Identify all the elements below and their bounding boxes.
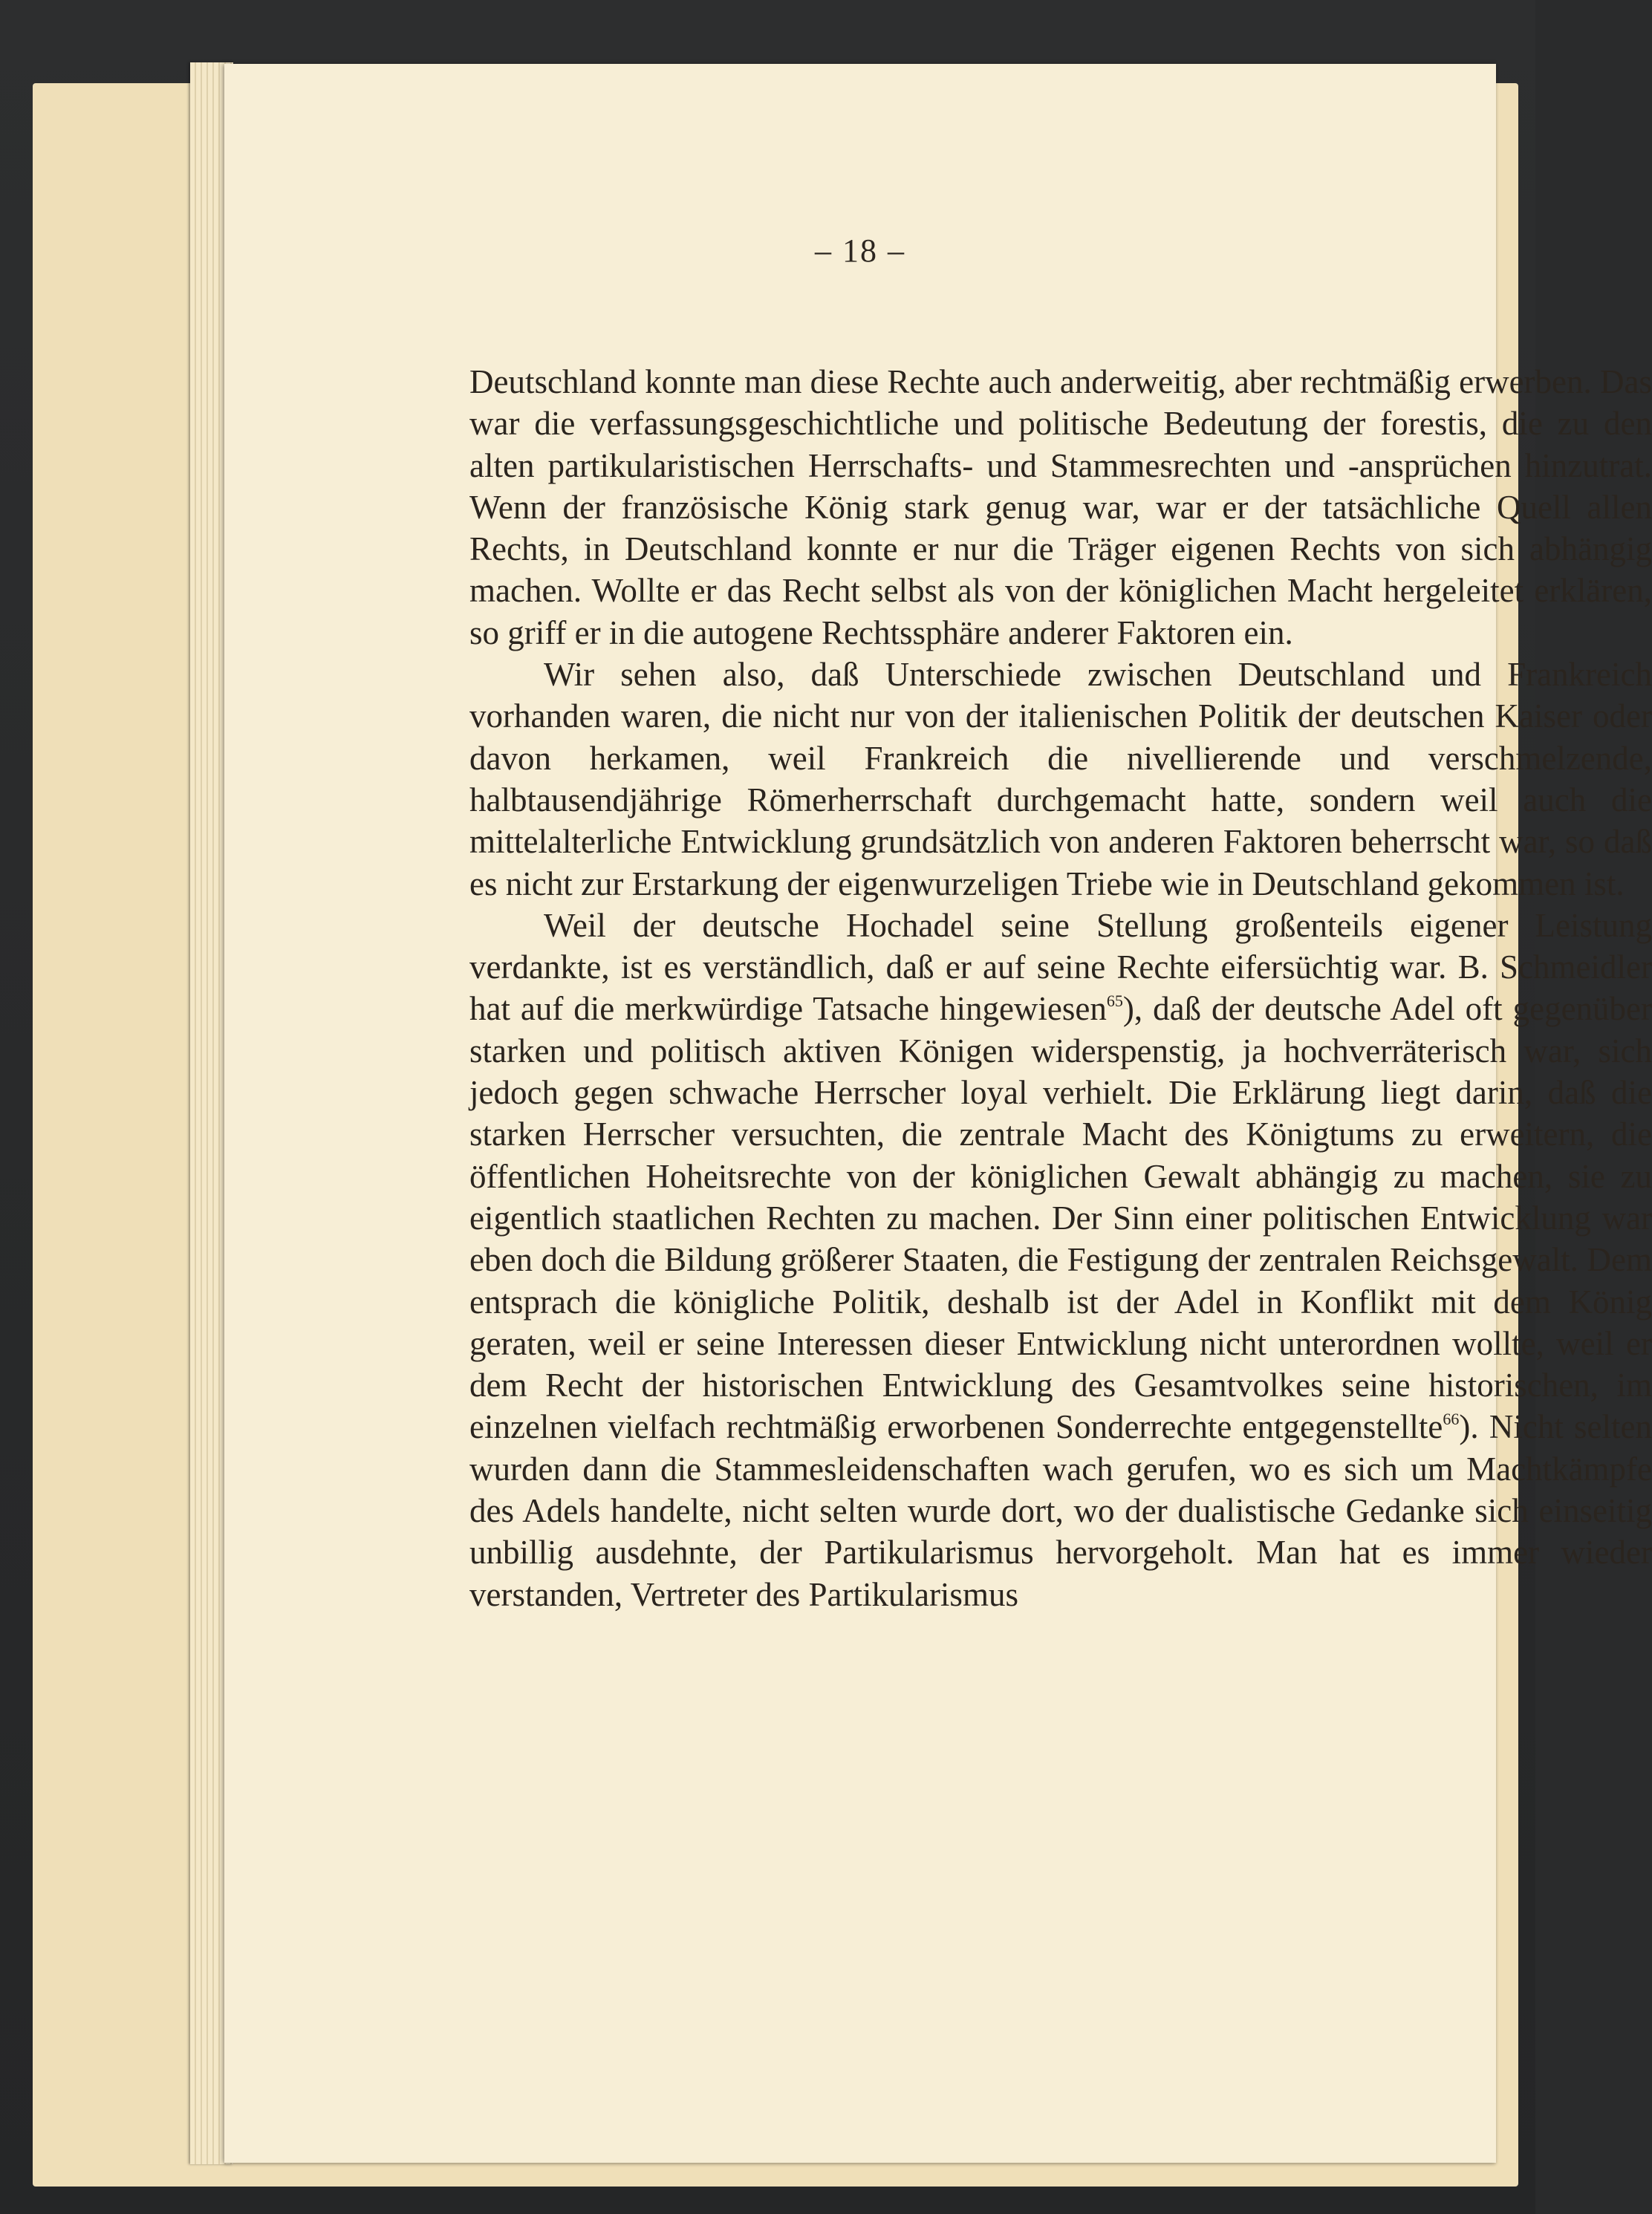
page-number: – 18 – <box>815 232 905 269</box>
paragraph <box>469 905 1652 1615</box>
paragraph <box>469 654 1652 905</box>
text-segment: Weil der deutsche Hochadel seine Stellung großenteils eigener Leistung verdankte, ist es verständlich, daß er auf seine Rechte eifersüchtig war. B. Schmeidler hat auf die merkwürdige Tatsache hingewiesen <box>469 906 1652 1028</box>
body-text <box>469 361 1652 1615</box>
footnote-marker: 66 <box>1443 1410 1460 1429</box>
text-segment: ), daß der deutsche Adel oft gegenüber starken und politisch aktiven Königen widerspenstig, ja hochverräterisch war, sich jedoch gegen schwache Herrscher loyal verhielt. Die Erklärung liegt darin, daß die starken Herrscher versuchten, die zentrale Macht des Königtums zu erweitern, die öffentlichen Hoheitsrechte von der königlichen Gewalt abhängig zu machen, sie zu eigentlich staatlichen Rechten zu machen. Der Sinn einer politischen Entwicklung war eben doch die Bildung größerer Staaten, die Festigung der zentralen Reichsgewalt. Dem entsprach die königliche Politik, deshalb ist der Adel in Konflikt mit dem König geraten, weil er seine Interessen dieser Entwicklung nicht unterordnen wollte, weil er dem Recht der historischen Entwicklung des Gesamtvolkes seine historischen, im einzelnen vielfach rechtmäßig erworbenen Sonderrechte entgegenstellte <box>469 990 1652 1446</box>
text-segment: ). Nicht selten wurden dann die Stammesleidenschaften wach gerufen, wo es sich um Machtkämpfe des Adels handelte, nicht selten wurde dort, wo der dualistische Gedanke sich einseitig unbillig ausdehnte, der Partikularismus hervorgeholt. Man hat es immer wieder verstanden, Vertreter des Partikularismus <box>469 1408 1652 1613</box>
text-segment: Deutschland konnte man diese Rechte auch anderweitig, aber rechtmäßig erwerben. Das war die verfassungsgeschichtliche und politische Bedeutung der forestis, die zu den alten partikularistischen Herrschafts- und Stammesrechten und -ansprüchen hinzutrat. Wenn der französische König stark genug war, war er der tatsächliche Quell allen Rechts, in Deutschland konnte er nur die Träger eigenen Rechts von sich abhängig machen. Wollte er das Recht selbst als von der königlichen Macht hergeleitet erklären, so griff er in die autogene Rechtssphäre anderer Faktoren ein. <box>469 363 1652 651</box>
paragraph <box>469 361 1652 654</box>
text-segment: Wir sehen also, daß Unterschiede zwischen Deutschland und Frankreich vorhanden waren, die nicht nur von der italienischen Politik der deutschen Kaiser oder davon herkamen, weil Frankreich die nivellierende und verschmelzende, halbtausendjährige Römerherrschaft durchgemacht hatte, sondern weil auch die mittelalterliche Entwicklung grundsätzlich von anderen Faktoren beherrscht war, so daß es nicht zur Erstarkung der eigenwurzeligen Triebe wie in Deutschland gekommen ist. <box>469 656 1652 902</box>
book-page <box>224 64 1652 2163</box>
footnote-marker: 65 <box>1106 992 1123 1011</box>
